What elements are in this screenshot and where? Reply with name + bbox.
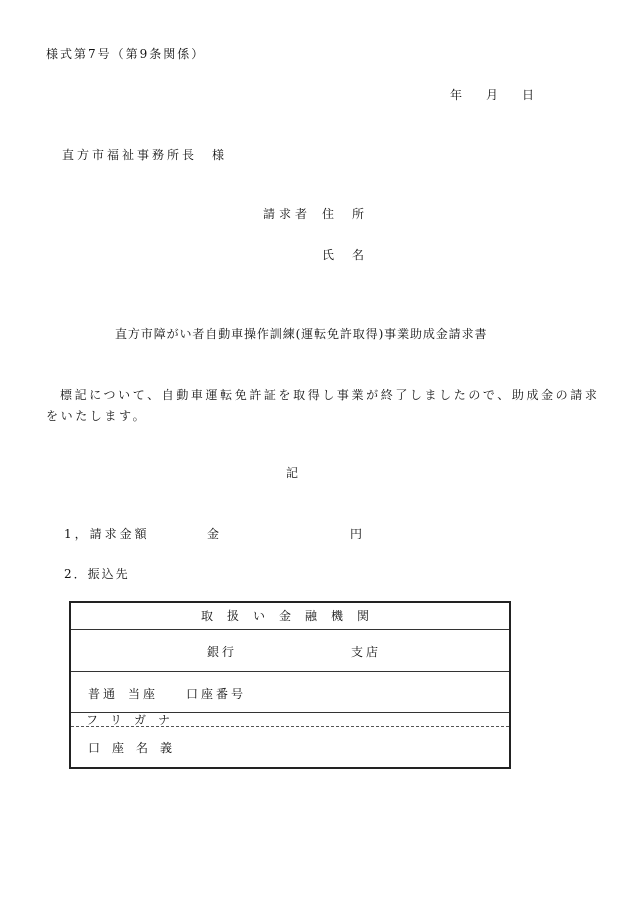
body-line-1: 標記について、自動車運転免許証を取得し事業が終了しましたので、助成金の請求 <box>60 388 600 402</box>
ki-heading: 記 <box>286 466 299 480</box>
form-number: 様式第7号（第9条関係） <box>46 47 206 61</box>
addressee: 直方市福祉事務所長 様 <box>62 148 228 162</box>
divider <box>71 629 509 630</box>
bank-label: 銀行 <box>207 645 238 659</box>
date-month-label: 月 <box>486 88 499 102</box>
bank-info-table <box>69 601 511 769</box>
bank-table-header: 取 扱 い 金 融 機 関 <box>201 609 371 623</box>
date-year-label: 年 <box>450 88 463 102</box>
currency-prefix: 金 <box>207 527 220 541</box>
account-type-ordinary: 普通 <box>88 687 119 701</box>
branch-label: 支店 <box>351 645 382 659</box>
request-amount-label: 1，請求金額 <box>64 527 150 541</box>
account-number-label: 口座番号 <box>186 687 247 701</box>
furigana-label: フ リ ガ ナ <box>86 713 171 727</box>
date-day-label: 日 <box>522 88 535 102</box>
furigana-dashed-divider <box>71 726 509 727</box>
document-title: 直方市障がい者自動車操作訓練(運転免許取得)事業助成金請求書 <box>115 327 488 341</box>
account-type-current: 当座 <box>128 687 159 701</box>
body-paragraph <box>46 385 606 427</box>
address-label: 住 所 <box>322 207 368 221</box>
divider <box>71 671 509 672</box>
account-holder-label: 口 座 名 義 <box>88 741 173 755</box>
body-line-2: をいたします。 <box>46 409 148 423</box>
name-label: 氏 名 <box>322 248 368 262</box>
yen-unit: 円 <box>350 527 363 541</box>
applicant-label: 請求者 <box>263 207 312 221</box>
transfer-destination-label: 2．振込先 <box>64 567 130 581</box>
